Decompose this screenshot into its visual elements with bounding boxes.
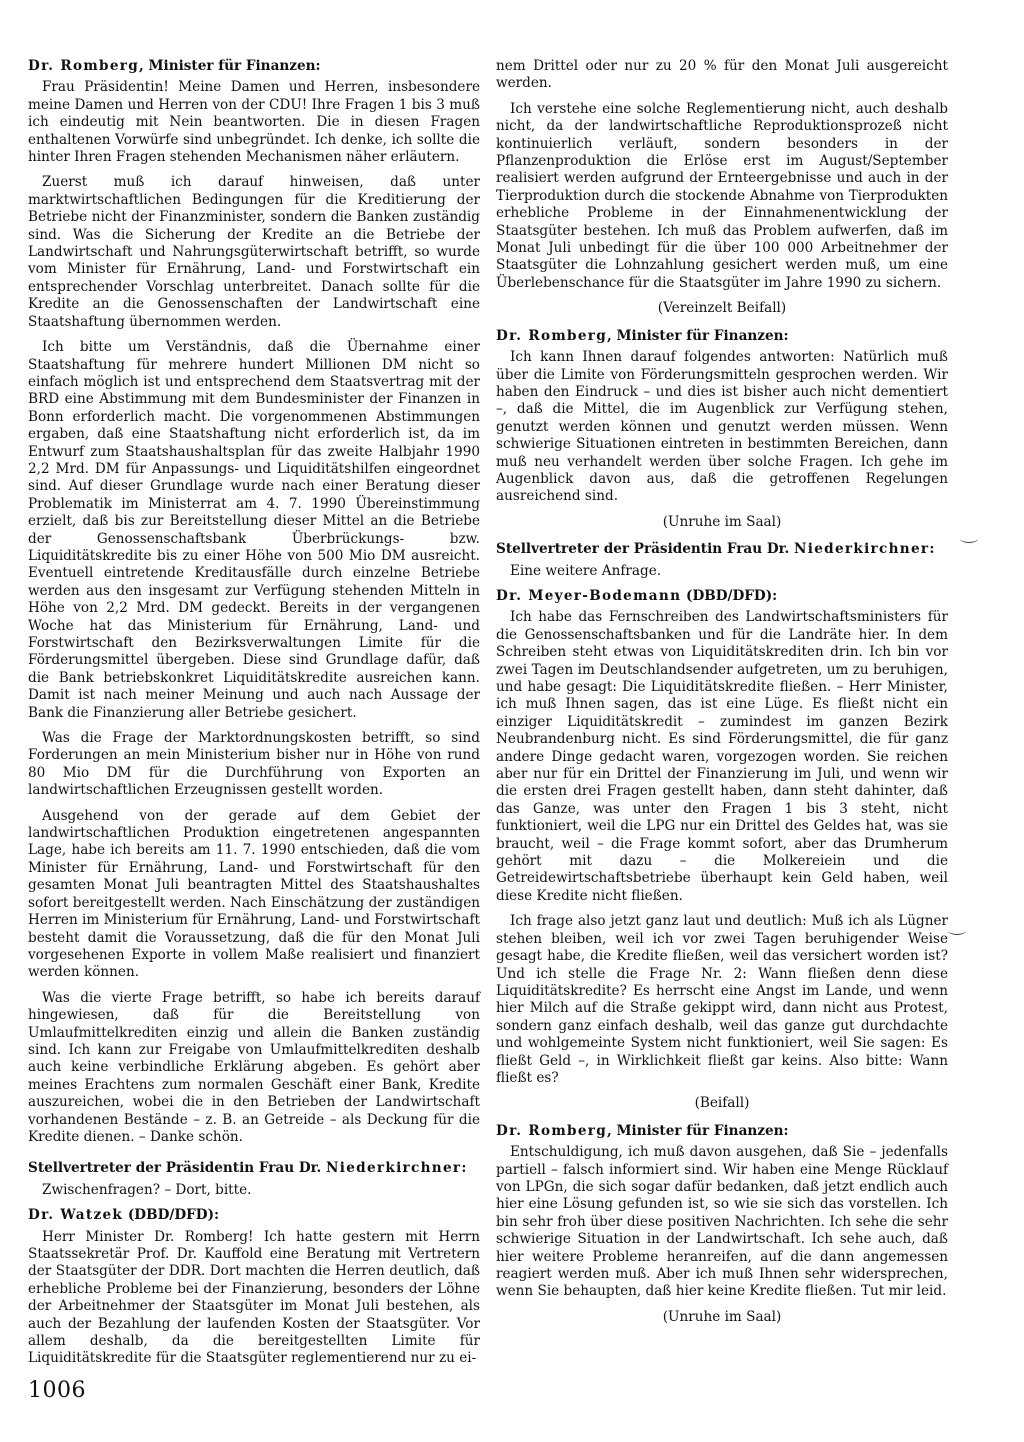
paragraph: Ich frage also jetzt ganz laut und deutlich: Muß ich als Lügner stehen bleiben, weil ich vor zwei Tagen beruhigender Weise gesagt habe, die Kredite fließen, weil das versichert worden ist? Und ich stelle die Frage Nr. 2: Wann fließen denn diese Liquiditätskredite? Es herrscht eine Angst im Lande, und wenn hier Milch auf die Straße gekippt wird, dann nicht aus Protest, sondern ganz einfach deshalb, weil das ganze gut durchdachte und wohlgemeinte System nicht funktioniert, weil Sie sagen: Es fließt Geld –, in Wirklichkeit fließt gar keins. Also bitte: Wann fließt es? — [496, 913, 948, 1086]
paragraph: Zuerst muß ich darauf hinweisen, daß unter marktwirtschaftlichen Bedingungen für die Kreditierung der Betriebe nicht der Finanzminister, sondern die Banken zuständig sind. Was die Sicherung der Kredite an die Betriebe der Landwirtschaft und Nahrungsgüterwirtschaft betrifft, so wurde vom Minister für Ernährung, Land- und Forstwirtschaft ein entsprechender Vorschlag unterbreitet. Danach sollte für die Kredite an die Genossenschaften der Landwirtschaft eine Staatshaftung übernommen werden. — [28, 174, 480, 330]
speaker-heading: Stellvertreter der Präsidentin Frau Dr. Niederkirchner: — [496, 541, 935, 558]
paragraph: Ausgehend von der gerade auf dem Gebiet der landwirtschaftlichen Produktion eingetretenen angespannten Lage, habe ich bereits am 11. 7. 1990 entschieden, daß die vom Minister für Ernährung, Land- und Forstwirtschaft für den gesamten Monat Juli beantragten Mittel des Staatshaushaltes sofort bereitgestellt werden. Nach Einschätzung der zuständigen Herren im Ministerium für Ernährung, Land- und Forstwirtschaft besteht damit die Voraussetzung, daß die für den Monat Juli vorgesehenen Exporte in vollem Maße realisiert und finanziert werden können. — [28, 807, 480, 981]
paragraph: Ich bitte um Verständnis, daß die Übernahme einer Staatshaftung für mehrere hundert Millionen DM nicht so einfach möglich ist und entsprechend dem Staatsvertrag mit der BRD eine Abstimmung mit dem Bundesminister der Finanzen in Bonn erforderlich macht. Die vorgenommenen Abstimmungen ergaben, daß eine Staatshaftung nicht erforderlich ist, da im Entwurf zum Staatshaushaltsplan für das zweite Halbjahr 1990 2,2 Mrd. DM für Anpassungs- und Liquiditätshilfen eingeordnet sind. Auf dieser Grundlage wurde nach einer Beratung dieser Problematik im Ministerrat am 4. 7. 1990 Übereinstimmung erzielt, daß bis zur Bereitstellung dieser Mittel an die Betriebe der Genossenschaftsbank Überbrückungs- bzw. Liquiditätskredite bis zu einer Höhe von 500 Mio DM ausreicht. Eventuell eintretende Kreditausfälle durch einzelne Betriebe werden aus den insgesamt zur Verfügung stehenden Mitteln in Höhe von 2,2 Mrd. DM gedeckt. Bereits in der vergangenen Woche hat das Ministerium für Ernährung, Land- und Forstwirtschaft den Bezirksverwaltungen Limite für die Förderungsmittel übergeben. Diese sind Grundlage dafür, daß die Bank betriebskonkret Liquiditätskredite ausreichen kann. Damit ist nach meiner Meinung und auch nach Aussage der Bank die Finanzierung aller Betriebe gesichert. — [28, 339, 480, 721]
audience-reaction: (Vereinzelt Beifall) — [657, 300, 787, 317]
audience-reaction: (Unruhe im Saal) — [662, 1308, 782, 1325]
paragraph: Was die vierte Frage betrifft, so habe ich bereits darauf hingewiesen, daß für die Bereitstellung von Umlaufmittelkrediten einzig und allein die Banken zuständig sind. Ich kann zur Freigabe von Umlaufmittelkrediten deshalb auch keine verbindliche Erklärung abgeben. Es gehört aber meines Erachtens zum normalen Geschäft einer Bank, Kredite auszureichen, wobei die in den Betrieben der Landwirtschaft vorhandenen Bestände – z. B. an Getreide – als Deckung für die Kredite dienen. – Danke schön. — [28, 989, 480, 1145]
speaker-heading: Stellvertreter der Präsidentin Frau Dr. Niederkirchner: — [28, 1160, 467, 1177]
paragraph: Was die Frage der Marktordnungskosten betrifft, so sind Forderungen an mein Ministerium bisher nur in Höhe von rund 80 Mio DM für die Durchführung von Exporten an landwirtschaftlichen Erzeugnissen gestellt worden. — [28, 730, 480, 799]
speaker-heading: Dr. Romberg, Minister für Finanzen: — [496, 327, 789, 344]
paragraph: Frau Präsidentin! Meine Damen und Herren, insbesondere meine Damen und Herren von der CDU! Ihre Fragen 1 bis 3 muß ich eindeutig mit Nein beantworten. Die in diesen Fragen enthaltenen Vorwürfe sind unbegründet. Ich denke, ich sollte die hinter Ihren Fragen stehenden Mechanismen näher erläutern. — [28, 79, 480, 166]
speaker-heading: Dr. Romberg, Minister für Finanzen: — [28, 58, 321, 74]
margin-mark — [948, 926, 966, 935]
paragraph: Entschuldigung, ich muß davon ausgehen, daß Sie – jedenfalls partiell – falsch informiert sind. Wir haben eine Menge Rücklauf von LPGn, die sich sogar dafür bedanken, daß jetzt endlich auch hier eine Lösung gefunden ist, so wie sie sich das vorstellen. Ich bin sehr froh über diese positiven Nachrichten. Ich sehe die sehr schwierige Situation in der Landwirtschaft. Ich sehe auch, daß hier weitere Probleme heranreifen, auf die dann angemessen reagiert werden muß. Aber ich muß Ihnen sehr widersprechen, wenn Sie behaupten, daß hier keine Kredite fließen. Tut mir leid. — [496, 1144, 948, 1300]
paragraph: Ich verstehe eine solche Reglementierung nicht, auch deshalb nicht, da der landwirtschaftliche Reproduktionsprozeß nicht kontinuierlich verläuft, sondern besonders in der Pflanzenproduktion die Erlöse erst im August/September realisiert werden aufgrund der Ernteergebnisse und auch in der Tierproduktion durch die stockende Abnahme von Tierprodukten erhebliche Probleme in der Einnahmenentwicklung der Staatsgüter bestehen. Ich muß das Problem aufwerfen, daß im Monat Juli unbedingt für die über 100 000 Arbeitnehmer der Staatsgüter die Lohnzahlung gesichert werden muß, um eine Überlebenschance für die Staatsgüter im Jahre 1990 zu sichern. — [496, 100, 948, 291]
page-number: 1006 — [28, 1378, 86, 1403]
right-column — [496, 58, 948, 1336]
paragraph-continued: nem Drittel oder nur zu 20 % für den Monat Juli ausgereicht werden. — [496, 58, 948, 92]
margin-mark — [960, 534, 978, 543]
speaker-heading: Dr. Romberg, Minister für Finanzen: — [496, 1122, 789, 1139]
paragraph: Eine weitere Anfrage. — [510, 562, 662, 579]
left-column — [28, 58, 480, 1376]
paragraph: Zwischenfragen? – Dort, bitte. — [42, 1181, 252, 1198]
audience-reaction: (Beifall) — [694, 1095, 750, 1112]
speaker-heading: Dr. Watzek (DBD/DFD): — [28, 1207, 220, 1224]
paragraph: Ich kann Ihnen darauf folgendes antworten: Natürlich muß über die Limite von Förderungsmitteln gesprochen werden. Wir haben den Eindruck – und dies ist bisher auch nicht dementiert –, daß die Mittel, die im Augenblick zur Verfügung stehen, genutzt werden können und genutzt werden müssen. Wenn schwierige Situationen eintreten in bestimmten Bereichen, dann muß neu verhandelt werden über solche Fragen. Ich gehe im Augenblick davon aus, daß die getroffenen Regelungen ausreichend sind. — [496, 349, 948, 505]
speaker-heading: Dr. Meyer-Bodemann (DBD/DFD): — [496, 587, 778, 604]
paragraph: Ich habe das Fernschreiben des Landwirtschaftsministers für die Genossenschaftsbanken und für die Landräte hier. In dem Schreiben steht etwas von Liquiditätskrediten drin. Ich bin vor zwei Tagen im Deutschlandsender aufgetreten, um zu beruhigen, und habe gesagt: Die Liquiditätskredite fließen. – Herr Minister, ich muß Ihnen sagen, das ist eine Lüge. Es fließt nicht ein einziger Liquiditätskredit – zumindest im ganzen Bezirk Neubrandenburg nicht. Es sind Förderungsmittel, die für ganz andere Dinge gedacht waren, vorgezogen worden. Sie reichen aber nur für ein Drittel der Finanzierung im Juli, und wenn wir die ersten drei Fragen gestellt haben, dann steht dahinter, daß das Ganze, was unter den Fragen 1 bis 3 steht, nicht funktioniert, weil die LPG nur ein Drittel des Geldes hat, was sie braucht, weil – die Frage kommt sofort, aber das Drumherum gehört mit dazu – die Molkereiein und die Getreidewirtschaftsbetriebe überhaupt kein Geld haben, weil diese Kredite nicht fließen. — [496, 609, 948, 904]
paragraph: Herr Minister Dr. Romberg! Ich hatte gestern mit Herrn Staatssekretär Prof. Dr. Kauffold eine Beratung mit Vertretern der Staatsgüter der DDR. Dort machten die Herren deutlich, daß erhebliche Probleme bei der Finanzierung, besonders der Löhne der Arbeitnehmer der Staatsgüter im Monat Juli bestehen, als auch der Bezahlung der laufenden Kosten der Staatsgüter. Vor allem deshalb, da die bereitgestellten Limite für Liquiditätskredite für die Staatsgüter reglementierend nur zu ei- — [28, 1228, 480, 1367]
audience-reaction: (Unruhe im Saal) — [662, 513, 782, 530]
